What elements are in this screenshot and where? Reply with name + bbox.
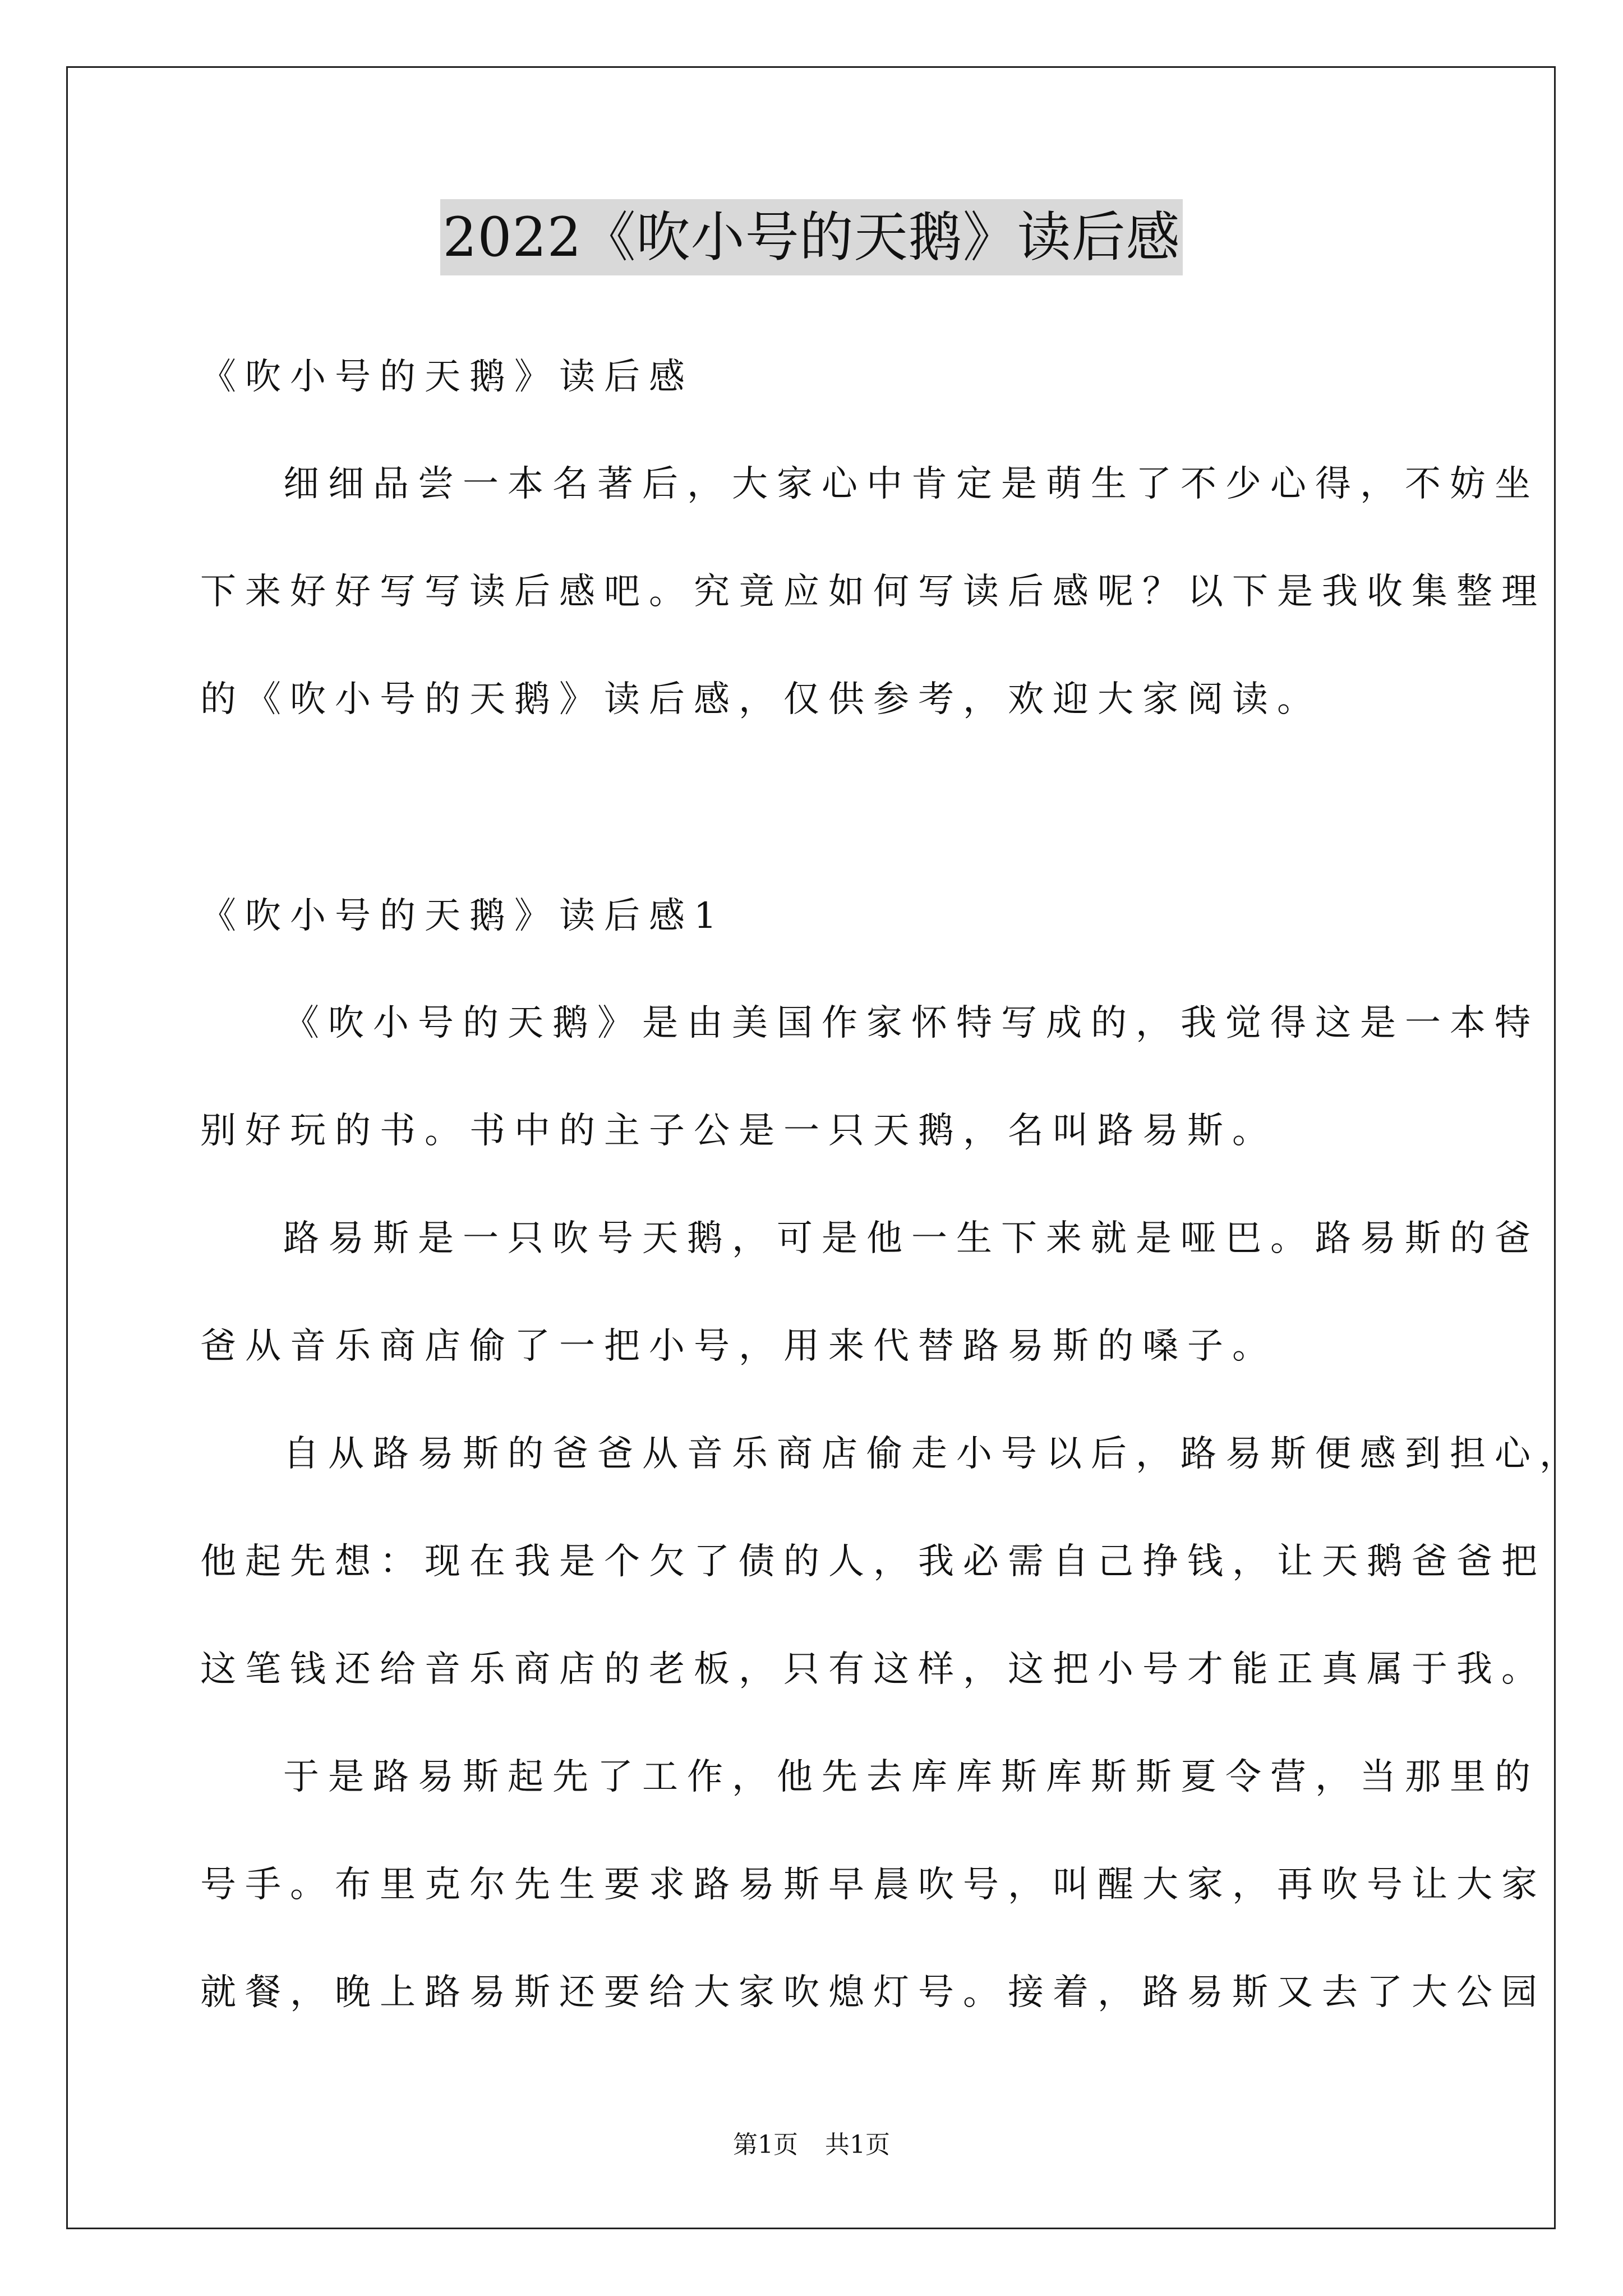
- paragraph-line: 下来好好写写读后感吧。究竟应如何写读后感呢？以下是我收集整理: [200, 571, 1546, 613]
- paragraph-line: 号手。布里克尔先生要求路易斯早晨吹号，叫醒大家，再吹号让大家: [200, 1864, 1546, 1906]
- section-heading: 《吹小号的天鹅》读后感: [200, 356, 694, 398]
- page-footer: [0, 2129, 1623, 2161]
- paragraph-line: 自从路易斯的爸爸从音乐商店偷走小号以后，路易斯便感到担心，: [283, 1433, 1584, 1475]
- title-container: [0, 199, 1623, 275]
- page-number: 第1页: [733, 2131, 798, 2159]
- paragraph-line: 这笔钱还给音乐商店的老板，只有这样，这把小号才能正真属于我。: [200, 1649, 1546, 1690]
- page-total: 共1页: [825, 2131, 890, 2159]
- paragraph-line: 别好玩的书。书中的主子公是一只天鹅，名叫路易斯。: [200, 1110, 1277, 1152]
- paragraph-line: 的《吹小号的天鹅》读后感，仅供参考，欢迎大家阅读。: [200, 679, 1322, 720]
- paragraph-line: 细细品尝一本名著后，大家心中肯定是萌生了不少心得，不妨坐: [283, 463, 1539, 505]
- paragraph-line: 于是路易斯起先了工作，他先去库库斯库斯斯夏令营，当那里的: [283, 1756, 1539, 1798]
- paragraph-line: 就餐，晚上路易斯还要给大家吹熄灯号。接着，路易斯又去了大公园: [200, 1972, 1546, 2013]
- paragraph-line: 《吹小号的天鹅》是由美国作家怀特写成的，我觉得这是一本特: [283, 1002, 1539, 1044]
- document-title: 2022《吹小号的天鹅》读后感: [440, 199, 1182, 275]
- section-heading: 《吹小号的天鹅》读后感1: [200, 895, 726, 937]
- paragraph-line: 他起先想：现在我是个欠了债的人，我必需自己挣钱，让天鹅爸爸把: [200, 1541, 1546, 1582]
- paragraph-line: 爸从音乐商店偷了一把小号，用来代替路易斯的嗓子。: [200, 1326, 1277, 1367]
- paragraph-line: 路易斯是一只吹号天鹅，可是他一生下来就是哑巴。路易斯的爸: [283, 1218, 1539, 1259]
